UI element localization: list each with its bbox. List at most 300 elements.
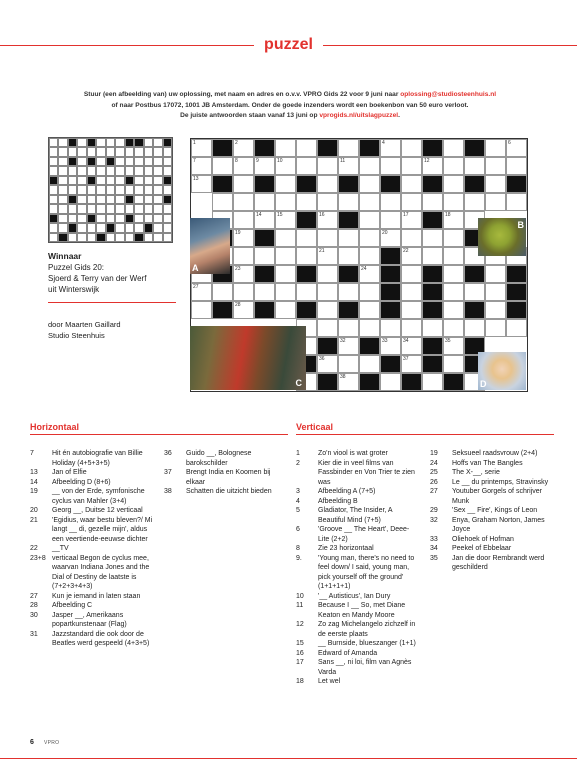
clue-number: 13 bbox=[30, 469, 38, 476]
cell-number: 16 bbox=[319, 212, 325, 218]
mini-grid-cell bbox=[115, 195, 124, 204]
crossword-black-cell bbox=[380, 175, 401, 193]
mini-grid-cell bbox=[106, 138, 115, 147]
clues-horizontal-col1 bbox=[30, 449, 155, 649]
photo-c: C bbox=[190, 326, 306, 390]
clues-vertical-col1 bbox=[296, 449, 420, 687]
crossword-cell[interactable] bbox=[317, 265, 338, 283]
vpro-logo: VPRO bbox=[44, 740, 60, 746]
crossword-black-cell bbox=[338, 211, 359, 229]
mini-grid-cell bbox=[125, 223, 134, 232]
crossword-cell[interactable] bbox=[359, 193, 380, 211]
mini-grid-cell bbox=[77, 223, 86, 232]
crossword-cell[interactable] bbox=[317, 175, 338, 193]
crossword-cell[interactable] bbox=[233, 193, 254, 211]
crossword-cell[interactable] bbox=[212, 157, 233, 175]
crossword-black-cell bbox=[401, 373, 422, 391]
crossword-cell[interactable] bbox=[338, 157, 359, 175]
crossword-cell[interactable] bbox=[338, 283, 359, 301]
clue-text: Seksueel raadsvrouw (2+4) bbox=[452, 450, 538, 457]
mini-grid-cell bbox=[106, 223, 115, 232]
crossword-cell[interactable] bbox=[401, 265, 422, 283]
clue-text: verticaal Begon de cyclus mee, waarvan Indiana Jones and the Dial of Destiny de laatste is (7+2+3+4+3) bbox=[52, 554, 150, 590]
crossword-cell[interactable] bbox=[338, 337, 359, 355]
clue-number: 20 bbox=[30, 507, 38, 514]
mini-grid-cell bbox=[96, 138, 105, 147]
clue-item bbox=[430, 535, 554, 545]
mini-grid-cell bbox=[153, 223, 162, 232]
crossword-cell[interactable] bbox=[422, 373, 443, 391]
crossword-cell[interactable] bbox=[275, 175, 296, 193]
mini-grid-cell bbox=[49, 195, 58, 204]
crossword-cell[interactable] bbox=[485, 193, 506, 211]
crossword-cell[interactable] bbox=[359, 355, 380, 373]
clue-text: Jan die door Rembrandt werd geschilderd bbox=[452, 554, 545, 571]
clue-item bbox=[30, 478, 155, 488]
cell-number: 22 bbox=[403, 248, 409, 254]
crossword-black-cell bbox=[296, 211, 317, 229]
crossword-cell[interactable] bbox=[443, 139, 464, 157]
mini-grid-cell bbox=[58, 176, 67, 185]
mini-grid-cell bbox=[125, 157, 134, 166]
photo-a: A bbox=[190, 218, 230, 274]
mini-grid-cell bbox=[87, 233, 96, 242]
mini-grid-cell bbox=[96, 166, 105, 175]
crossword-cell[interactable] bbox=[317, 193, 338, 211]
crossword-cell[interactable] bbox=[401, 283, 422, 301]
crossword-cell[interactable] bbox=[401, 301, 422, 319]
mini-grid-cell bbox=[58, 166, 67, 175]
crossword-cell[interactable] bbox=[485, 301, 506, 319]
mini-grid-cell bbox=[96, 185, 105, 194]
winner-block: Winnaar Puzzel Gids 20: Sjoerd & Terry van der Werf uit Winterswijk bbox=[48, 251, 147, 294]
crossword-cell[interactable] bbox=[506, 157, 527, 175]
clue-item bbox=[430, 506, 554, 516]
clue-number: 10 bbox=[296, 592, 304, 600]
mini-grid-cell bbox=[96, 195, 105, 204]
mini-grid-cell bbox=[115, 185, 124, 194]
mini-grid-cell bbox=[163, 185, 172, 194]
clue-item bbox=[30, 506, 155, 516]
crossword-cell[interactable] bbox=[338, 247, 359, 265]
crossword-cell[interactable] bbox=[401, 319, 422, 337]
clue-number: 19 bbox=[430, 450, 438, 457]
crossword-cell[interactable] bbox=[191, 139, 212, 157]
crossword-cell[interactable] bbox=[443, 175, 464, 193]
mini-grid-cell bbox=[87, 176, 96, 185]
clue-text: Gladiator, The Insider, A Beautiful Mind (7+5) bbox=[318, 507, 393, 524]
email-link[interactable]: oplossing@studiosteenhuis.nl bbox=[400, 91, 497, 98]
mini-grid-cell bbox=[49, 138, 58, 147]
clue-item bbox=[296, 677, 420, 687]
crossword-cell[interactable] bbox=[233, 301, 254, 319]
crossword-cell[interactable] bbox=[338, 373, 359, 391]
cell-number: 23 bbox=[235, 266, 241, 272]
mini-grid-cell bbox=[77, 147, 86, 156]
crossword-cell[interactable] bbox=[233, 175, 254, 193]
crossword-black-cell bbox=[422, 337, 443, 355]
crossword-cell[interactable] bbox=[443, 193, 464, 211]
clue-item bbox=[296, 449, 420, 459]
mini-grid-cell bbox=[49, 185, 58, 194]
clue-text: 'Groove __ The Heart', Deee-Lite (2+2) bbox=[318, 526, 410, 543]
mini-grid-cell bbox=[87, 147, 96, 156]
mini-grid-cell bbox=[144, 166, 153, 175]
crossword-cell[interactable] bbox=[317, 211, 338, 229]
clue-item bbox=[430, 516, 554, 535]
clue-item bbox=[430, 487, 554, 506]
cell-number: 34 bbox=[403, 338, 409, 344]
clue-text: Afbeelding A (7+5) bbox=[318, 488, 376, 495]
mini-grid-cell bbox=[58, 157, 67, 166]
crossword-cell[interactable] bbox=[317, 355, 338, 373]
crossword-cell[interactable] bbox=[212, 193, 233, 211]
mini-grid-cell bbox=[115, 214, 124, 223]
crossword-black-cell bbox=[338, 175, 359, 193]
mini-grid-cell bbox=[125, 147, 134, 156]
cell-number: 9 bbox=[256, 158, 259, 164]
mini-grid-cell bbox=[115, 176, 124, 185]
clue-text: Let wel bbox=[318, 678, 341, 685]
mini-grid-cell bbox=[163, 138, 172, 147]
crossword-cell[interactable] bbox=[401, 139, 422, 157]
mini-grid-cell bbox=[134, 214, 143, 223]
crossword-cell[interactable] bbox=[275, 247, 296, 265]
clue-number: 8 bbox=[296, 545, 300, 552]
mini-grid-cell bbox=[77, 233, 86, 242]
clue-text: Hoffs van The Bangles bbox=[452, 459, 523, 467]
mini-grid-cell bbox=[58, 204, 67, 213]
mini-grid-cell bbox=[77, 138, 86, 147]
clue-number: 6 bbox=[296, 526, 300, 533]
clue-item bbox=[296, 649, 420, 659]
crossword-cell[interactable] bbox=[464, 193, 485, 211]
crossword-cell[interactable] bbox=[422, 193, 443, 211]
crossword-cell[interactable] bbox=[401, 337, 422, 355]
page-title: puzzel bbox=[0, 36, 577, 54]
mini-grid-cell bbox=[49, 214, 58, 223]
crossword-cell[interactable] bbox=[422, 247, 443, 265]
clue-number: 18 bbox=[296, 678, 304, 685]
mini-grid-cell bbox=[96, 176, 105, 185]
instructions: Stuur (een afbeelding van) uw oplossing, met naam en adres en o.v.v. VPRO Gids 22 voor 9 juni naar oplossing@studiosteenhuis.nl of naar Postbus 17072, 1001 JB Amsterdam. Onder de goede inzenders wordt een boekenbon van 50 euro verloot. De juiste antwoorden staan vanaf 13 juni op vprogids.nl/uitslagpuzzel. bbox=[83, 91, 497, 119]
mini-grid-cell bbox=[96, 214, 105, 223]
crossword-cell[interactable] bbox=[296, 157, 317, 175]
crossword-cell[interactable] bbox=[317, 247, 338, 265]
mini-grid-cell bbox=[77, 176, 86, 185]
cell-number: 12 bbox=[424, 158, 430, 164]
clue-number: 31 bbox=[30, 630, 38, 638]
cell-number: 27 bbox=[193, 284, 199, 290]
mini-grid-cell bbox=[115, 157, 124, 166]
clue-number: 16 bbox=[296, 649, 304, 657]
crossword-cell[interactable] bbox=[254, 211, 275, 229]
mini-grid-cell bbox=[106, 176, 115, 185]
clue-text: Kier die in veel films van Fassbinder en Von Trier te zien was bbox=[318, 459, 415, 486]
clue-text: Because I __ So, met Diane Keaton en Mandy Moore bbox=[318, 602, 406, 619]
crossword-cell[interactable] bbox=[275, 283, 296, 301]
mini-grid-cell bbox=[77, 195, 86, 204]
mini-grid-cell bbox=[125, 166, 134, 175]
crossword-cell[interactable] bbox=[359, 301, 380, 319]
crossword-cell[interactable] bbox=[422, 319, 443, 337]
cell-number: 8 bbox=[235, 158, 238, 164]
mini-grid-cell bbox=[153, 147, 162, 156]
crossword-cell[interactable] bbox=[317, 301, 338, 319]
crossword-cell[interactable] bbox=[233, 265, 254, 283]
mini-grid-cell bbox=[144, 223, 153, 232]
crossword-cell[interactable] bbox=[485, 175, 506, 193]
crossword-cell[interactable] bbox=[359, 211, 380, 229]
crossword-cell[interactable] bbox=[443, 211, 464, 229]
cell-number: 36 bbox=[319, 356, 325, 362]
crossword-cell[interactable] bbox=[275, 229, 296, 247]
mini-grid-cell bbox=[153, 214, 162, 223]
crossword-cell[interactable] bbox=[485, 265, 506, 283]
previous-solution-grid bbox=[48, 137, 173, 243]
clue-number: 22 bbox=[30, 545, 38, 552]
crossword-cell[interactable] bbox=[485, 283, 506, 301]
crossword-cell[interactable] bbox=[317, 229, 338, 247]
mini-grid-cell bbox=[68, 233, 77, 242]
crossword-cell[interactable] bbox=[401, 247, 422, 265]
crossword-cell[interactable] bbox=[464, 319, 485, 337]
crossword-cell[interactable] bbox=[422, 157, 443, 175]
mini-grid-cell bbox=[115, 138, 124, 147]
crossword-cell[interactable] bbox=[275, 139, 296, 157]
crossword-cell[interactable] bbox=[296, 247, 317, 265]
crossword-cell[interactable] bbox=[191, 283, 212, 301]
crossword-cell[interactable] bbox=[338, 229, 359, 247]
crossword-cell[interactable] bbox=[506, 139, 527, 157]
crossword-cell[interactable] bbox=[359, 247, 380, 265]
crossword-cell[interactable] bbox=[359, 229, 380, 247]
crossword-cell[interactable] bbox=[380, 229, 401, 247]
mini-grid-cell bbox=[58, 147, 67, 156]
crossword-cell[interactable] bbox=[338, 355, 359, 373]
crossword-cell[interactable] bbox=[359, 175, 380, 193]
mini-grid-cell bbox=[153, 233, 162, 242]
cell-number: 20 bbox=[382, 230, 388, 236]
cell-number: 32 bbox=[340, 338, 346, 344]
crossword-cell[interactable] bbox=[401, 355, 422, 373]
clue-item bbox=[164, 468, 288, 487]
crossword-cell[interactable] bbox=[380, 211, 401, 229]
crossword-cell[interactable] bbox=[254, 193, 275, 211]
mini-grid-cell bbox=[163, 233, 172, 242]
mini-grid-cell bbox=[87, 214, 96, 223]
crossword-cell[interactable] bbox=[443, 283, 464, 301]
author-credit: door Maarten Gaillard Studio Steenhuis bbox=[48, 320, 121, 340]
mini-grid-cell bbox=[125, 138, 134, 147]
crossword-cell[interactable] bbox=[338, 139, 359, 157]
cell-number: 13 bbox=[193, 176, 199, 182]
crossword-cell[interactable] bbox=[422, 229, 443, 247]
horizontal-rule bbox=[30, 434, 288, 435]
mini-grid-cell bbox=[125, 176, 134, 185]
crossword-cell[interactable] bbox=[338, 319, 359, 337]
clue-number: 30 bbox=[30, 611, 38, 619]
crossword-cell[interactable] bbox=[401, 211, 422, 229]
mini-grid-cell bbox=[96, 157, 105, 166]
crossword-black-cell bbox=[422, 301, 443, 319]
clue-number: 26 bbox=[430, 478, 438, 486]
clue-number: 12 bbox=[296, 621, 304, 628]
crossword-cell[interactable] bbox=[296, 139, 317, 157]
crossword-cell[interactable] bbox=[296, 229, 317, 247]
mini-grid-cell bbox=[49, 147, 58, 156]
crossword-cell[interactable] bbox=[401, 175, 422, 193]
crossword-cell[interactable] bbox=[485, 319, 506, 337]
crossword-cell[interactable] bbox=[275, 265, 296, 283]
crossword-cell[interactable] bbox=[296, 283, 317, 301]
crossword-cell[interactable] bbox=[317, 283, 338, 301]
crossword-cell[interactable] bbox=[359, 319, 380, 337]
mini-grid-cell bbox=[153, 176, 162, 185]
clue-text: Guido __, Bolognese barokschilder bbox=[186, 450, 252, 467]
horizontal-heading: Horizontaal bbox=[30, 422, 80, 432]
crossword-cell[interactable] bbox=[443, 337, 464, 355]
clue-item bbox=[430, 544, 554, 554]
mini-grid-cell bbox=[77, 157, 86, 166]
crossword-cell[interactable] bbox=[275, 157, 296, 175]
crossword-cell[interactable] bbox=[233, 229, 254, 247]
crossword-black-cell bbox=[443, 373, 464, 391]
crossword-cell[interactable] bbox=[275, 193, 296, 211]
clue-number: 38 bbox=[164, 488, 172, 495]
mini-grid-cell bbox=[163, 195, 172, 204]
mini-grid-cell bbox=[153, 166, 162, 175]
clue-text: Zo zag Michelangelo zichzelf in de eerste plaats bbox=[318, 621, 416, 638]
mini-grid-cell bbox=[58, 223, 67, 232]
clue-text: Kun je iemand in laten staan bbox=[52, 592, 141, 600]
crossword-black-cell bbox=[506, 301, 527, 319]
crossword-cell[interactable] bbox=[275, 301, 296, 319]
crossword-cell[interactable] bbox=[359, 157, 380, 175]
crossword-black-cell bbox=[359, 337, 380, 355]
crossword-cell[interactable] bbox=[359, 283, 380, 301]
vertical-rule bbox=[296, 434, 554, 435]
crossword-cell[interactable] bbox=[443, 157, 464, 175]
crossword-cell[interactable] bbox=[443, 247, 464, 265]
clue-number: 17 bbox=[296, 659, 304, 666]
crossword-cell[interactable] bbox=[380, 337, 401, 355]
crossword-cell[interactable] bbox=[464, 157, 485, 175]
crossword-cell[interactable] bbox=[317, 319, 338, 337]
crossword-cell[interactable] bbox=[317, 157, 338, 175]
clue-text: Youtuber Gorgels of schrijver Munk bbox=[452, 488, 543, 505]
mini-grid-cell bbox=[115, 233, 124, 242]
crossword-cell[interactable] bbox=[401, 157, 422, 175]
crossword-cell[interactable] bbox=[296, 193, 317, 211]
clue-item bbox=[296, 544, 420, 554]
crossword-black-cell bbox=[317, 373, 338, 391]
cell-number: 1 bbox=[193, 140, 196, 146]
crossword-cell[interactable] bbox=[506, 319, 527, 337]
crossword-cell[interactable] bbox=[443, 301, 464, 319]
crossword-cell[interactable] bbox=[443, 355, 464, 373]
crossword-cell[interactable] bbox=[233, 157, 254, 175]
crossword-cell[interactable] bbox=[191, 175, 212, 193]
mini-grid-cell bbox=[153, 185, 162, 194]
crossword-cell[interactable] bbox=[443, 319, 464, 337]
crossword-black-cell bbox=[254, 175, 275, 193]
clue-number: 1 bbox=[296, 450, 300, 457]
clue-number: 29 bbox=[430, 507, 438, 514]
clue-item bbox=[30, 601, 155, 611]
results-link[interactable]: vprogids.nl/uitslagpuzzel bbox=[319, 112, 399, 119]
crossword-cell[interactable] bbox=[485, 139, 506, 157]
mini-grid-cell bbox=[106, 147, 115, 156]
crossword-cell[interactable] bbox=[506, 193, 527, 211]
clue-item bbox=[30, 611, 155, 630]
crossword-black-cell bbox=[422, 265, 443, 283]
crossword-cell[interactable] bbox=[233, 247, 254, 265]
crossword-cell[interactable] bbox=[443, 265, 464, 283]
crossword-cell[interactable] bbox=[380, 139, 401, 157]
mini-grid-cell bbox=[134, 223, 143, 232]
crossword-cell[interactable] bbox=[254, 283, 275, 301]
mini-grid-cell bbox=[125, 204, 134, 213]
crossword-cell[interactable] bbox=[212, 283, 233, 301]
crossword-cell[interactable] bbox=[233, 139, 254, 157]
cell-number: 6 bbox=[508, 140, 511, 146]
clue-text: Schatten die uitzicht bieden bbox=[186, 488, 272, 495]
crossword-cell[interactable] bbox=[443, 229, 464, 247]
photo-d: D bbox=[478, 352, 526, 390]
cell-number: 10 bbox=[277, 158, 283, 164]
mini-grid-cell bbox=[68, 195, 77, 204]
mini-grid-cell bbox=[68, 157, 77, 166]
mini-grid-cell bbox=[163, 166, 172, 175]
clue-item bbox=[30, 449, 155, 468]
cell-number: 28 bbox=[235, 302, 241, 308]
clue-number: 25 bbox=[430, 469, 438, 476]
crossword-cell[interactable] bbox=[191, 301, 212, 319]
crossword-cell[interactable] bbox=[254, 247, 275, 265]
mini-grid-cell bbox=[87, 223, 96, 232]
crossword-cell[interactable] bbox=[485, 157, 506, 175]
crossword-cell[interactable] bbox=[338, 193, 359, 211]
crossword-cell[interactable] bbox=[380, 319, 401, 337]
mini-grid-cell bbox=[153, 204, 162, 213]
mini-grid-cell bbox=[134, 195, 143, 204]
crossword-black-cell bbox=[380, 301, 401, 319]
crossword-cell[interactable] bbox=[401, 229, 422, 247]
clue-item bbox=[30, 554, 155, 592]
crossword-cell[interactable] bbox=[380, 373, 401, 391]
crossword-black-cell bbox=[296, 175, 317, 193]
clue-text: Jan of Elfie bbox=[52, 469, 87, 476]
crossword-black-cell bbox=[212, 139, 233, 157]
crossword-cell[interactable] bbox=[275, 211, 296, 229]
mini-grid-cell bbox=[144, 138, 153, 147]
crossword-cell[interactable] bbox=[464, 283, 485, 301]
crossword-cell[interactable] bbox=[254, 157, 275, 175]
crossword-cell[interactable] bbox=[401, 193, 422, 211]
crossword-cell[interactable] bbox=[359, 265, 380, 283]
crossword-cell[interactable] bbox=[233, 211, 254, 229]
clue-item bbox=[296, 506, 420, 525]
clue-item bbox=[296, 554, 420, 592]
mini-grid-cell bbox=[106, 204, 115, 213]
crossword-cell[interactable] bbox=[191, 157, 212, 175]
crossword-cell[interactable] bbox=[233, 283, 254, 301]
clue-item bbox=[430, 554, 554, 573]
crossword-cell[interactable] bbox=[380, 193, 401, 211]
crossword-black-cell bbox=[464, 175, 485, 193]
crossword-cell[interactable] bbox=[380, 157, 401, 175]
